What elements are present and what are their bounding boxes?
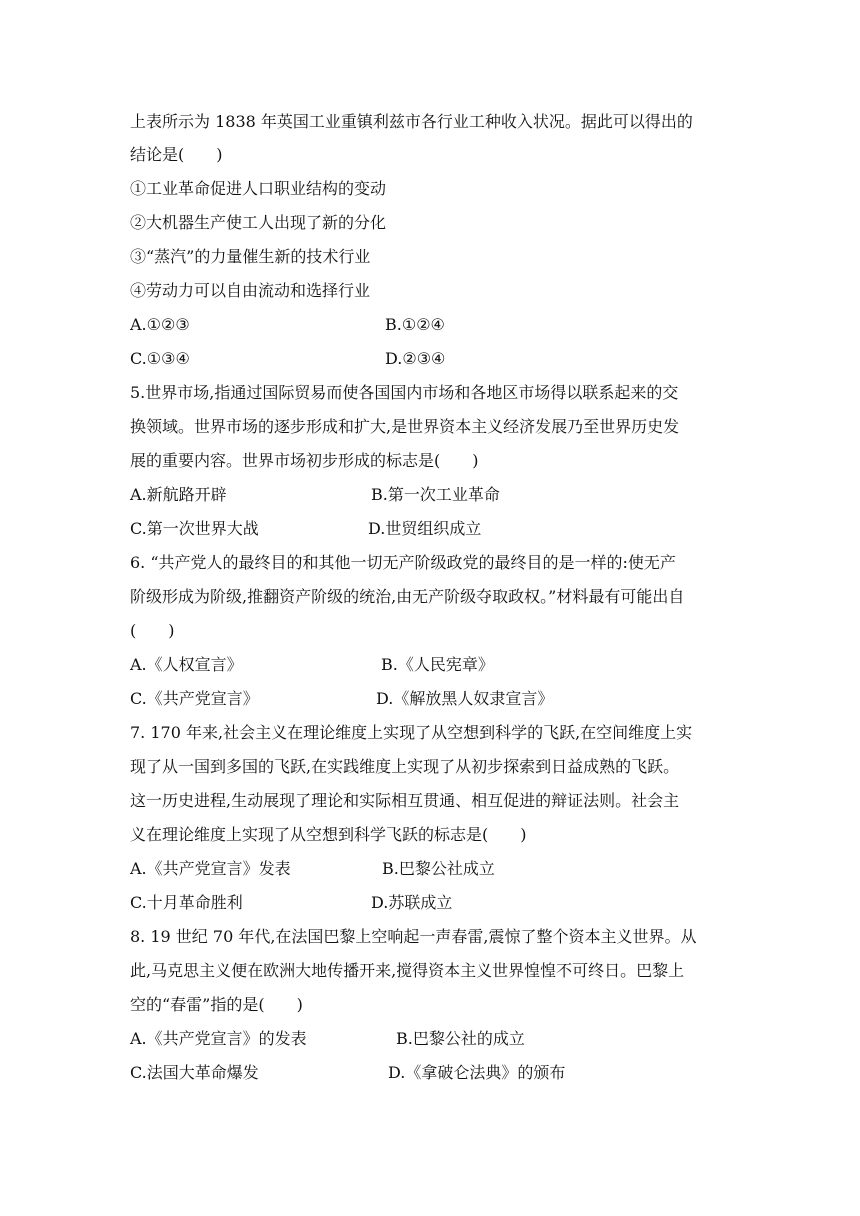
intro-line-2: 结论是( ) bbox=[130, 145, 223, 164]
q6-option-d: D.《解放黑人奴隶宣言》 bbox=[376, 689, 554, 708]
q5-option-d: D.世贸组织成立 bbox=[368, 519, 482, 538]
q6-line-3: ( ) bbox=[130, 621, 175, 640]
q7-line-1: 7. 170 年来,社会主义在理论维度上实现了从空想到科学的飞跃,在空间维度上实 bbox=[130, 723, 693, 742]
q8-line-3: 空的“春雷”指的是( ) bbox=[130, 995, 303, 1014]
q6-option-b: B.《人民宪章》 bbox=[381, 655, 494, 674]
q7-option-b: B.巴黎公社成立 bbox=[382, 859, 495, 878]
intro-option-a: A.①②③ bbox=[130, 315, 190, 334]
q7-line-4: 义在理论维度上实现了从空想到科学飞跃的标志是( ) bbox=[130, 825, 527, 844]
q8-option-c: C.法国大革命爆发 bbox=[130, 1063, 259, 1082]
q6-line-2: 阶级形成为阶级,推翻资产阶级的统治,由无产阶级夺取政权。”材料最有可能出自 bbox=[130, 587, 685, 606]
q5-line-2: 换领域。世界市场的逐步形成和扩大,是世界资本主义经济发展乃至世界历史发 bbox=[130, 417, 680, 436]
q7-option-d: D.苏联成立 bbox=[371, 893, 453, 912]
q8-option-a: A.《共产党宣言》的发表 bbox=[130, 1029, 307, 1048]
q6-option-a: A.《人权宣言》 bbox=[130, 655, 243, 674]
q5-option-b: B.第一次工业革命 bbox=[371, 485, 500, 504]
q8-line-1: 8. 19 世纪 70 年代,在法国巴黎上空响起一声春雷,震惊了整个资本主义世界。从 bbox=[130, 927, 697, 946]
q5-option-c: C.第一次世界大战 bbox=[130, 519, 259, 538]
q7-option-c: C.十月革命胜利 bbox=[130, 893, 243, 912]
statement-1: ①工业革命促进人口职业结构的变动 bbox=[130, 179, 387, 198]
q5-option-a: A.新航路开辟 bbox=[130, 485, 227, 504]
intro-option-d: D.②③④ bbox=[385, 349, 446, 368]
intro-option-c: C.①③④ bbox=[130, 349, 190, 368]
q8-option-d: D.《拿破仑法典》的颁布 bbox=[388, 1063, 566, 1082]
q7-line-2: 现了从一国到多国的飞跃,在实践维度上实现了从初步探索到日益成熟的飞跃。 bbox=[130, 757, 680, 776]
statement-4: ④劳动力可以自由流动和选择行业 bbox=[130, 281, 371, 300]
q6-option-c: C.《共产党宣言》 bbox=[130, 689, 259, 708]
q5-line-1: 5.世界市场,指通过国际贸易而使各国国内市场和各地区市场得以联系起来的交 bbox=[130, 383, 679, 402]
q8-line-2: 此,马克思主义便在欧洲大地传播开来,搅得资本主义世界惶惶不可终日。巴黎上 bbox=[130, 961, 685, 980]
intro-option-b: B.①②④ bbox=[385, 315, 445, 334]
q7-line-3: 这一历史进程,生动展现了理论和实际相互贯通、相互促进的辩证法则。社会主 bbox=[130, 791, 680, 810]
q8-option-b: B.巴黎公社的成立 bbox=[396, 1029, 525, 1048]
q5-line-3: 展的重要内容。世界市场初步形成的标志是( ) bbox=[130, 451, 479, 470]
statement-2: ②大机器生产使工人出现了新的分化 bbox=[130, 213, 387, 232]
statement-3: ③“蒸汽”的力量催生新的技术行业 bbox=[130, 247, 371, 266]
q6-line-1: 6. “共产党人的最终目的和其他一切无产阶级政党的最终目的是一样的:使无产 bbox=[130, 553, 676, 572]
q7-option-a: A.《共产党宣言》发表 bbox=[130, 859, 291, 878]
intro-line-1: 上表所示为 1838 年英国工业重镇利兹市各行业工种收入状况。据此可以得出的 bbox=[130, 112, 693, 131]
